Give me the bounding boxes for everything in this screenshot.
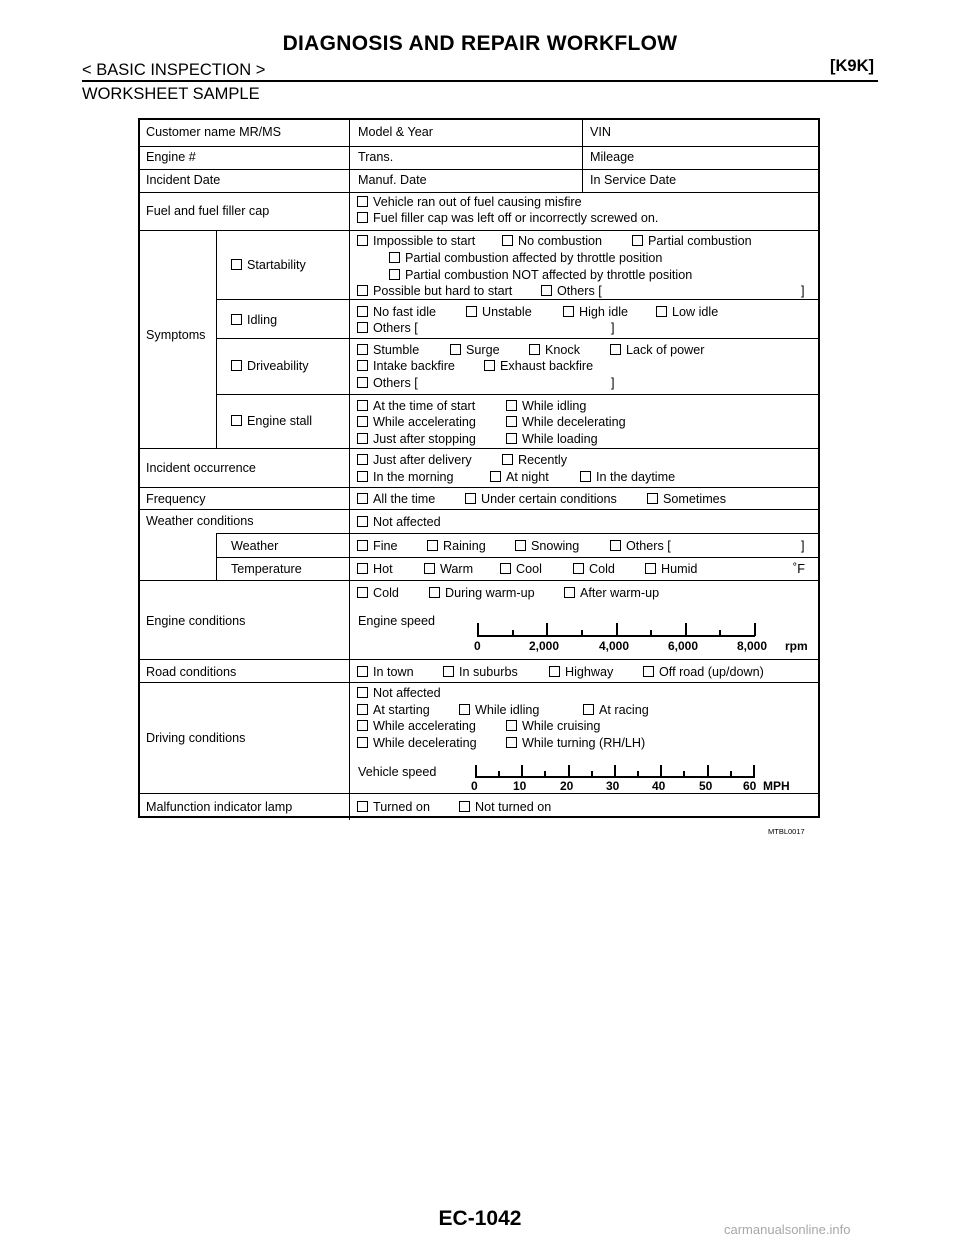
driveability-check[interactable]: Driveability (231, 359, 309, 373)
scale-tick (614, 765, 616, 777)
checkbox[interactable] (389, 252, 400, 263)
row-divider (140, 448, 818, 449)
driving-opt1[interactable]: Not affected (357, 686, 441, 700)
checkbox[interactable] (643, 666, 654, 677)
engine-speed-label: Engine speed (358, 614, 436, 628)
row-divider (140, 192, 818, 193)
scale-label: 0 (471, 779, 478, 793)
idling-opt1[interactable]: No fast idle (357, 305, 436, 319)
stall-opt3[interactable]: While accelerating (357, 415, 476, 429)
incident-opt5[interactable]: In the daytime (580, 470, 675, 484)
driving-opt3[interactable]: While idling (459, 703, 539, 717)
scale-tick (591, 771, 593, 777)
checkbox[interactable] (564, 587, 575, 598)
temperature-label: Temperature (231, 562, 302, 576)
row-divider (140, 659, 818, 660)
checkbox[interactable] (231, 360, 242, 371)
startability-opt6[interactable]: Possible but hard to start (357, 284, 512, 298)
idling-opt2[interactable]: Unstable (466, 305, 532, 319)
bracket-close: ] (801, 539, 805, 553)
checkbox[interactable] (424, 563, 435, 574)
row-divider (216, 557, 818, 558)
idling-others[interactable]: Others [ (357, 321, 418, 335)
driving-opt7[interactable]: While decelerating (357, 736, 477, 750)
checkbox[interactable] (357, 454, 368, 465)
idling-opt4[interactable]: Low idle (656, 305, 718, 319)
checkbox[interactable] (484, 360, 495, 371)
fuel-option-1[interactable]: Vehicle ran out of fuel causing misfire (357, 195, 582, 209)
checkbox[interactable] (450, 344, 461, 355)
scale-tick (546, 623, 548, 636)
mil-label: Malfunction indicator lamp (146, 800, 293, 814)
scale-unit: MPH (763, 779, 790, 793)
engine-stall-check[interactable]: Engine stall (231, 414, 312, 428)
incident-opt4[interactable]: At night (490, 470, 549, 484)
driving-opt8[interactable]: While turning (RH/LH) (506, 736, 645, 750)
idling-check[interactable]: Idling (231, 313, 277, 327)
row-divider (216, 299, 818, 300)
checkbox[interactable] (580, 471, 591, 482)
checkbox[interactable] (443, 666, 454, 677)
symptoms-label: Symptoms (146, 328, 206, 342)
driving-conditions-label: Driving conditions (146, 731, 246, 745)
bracket-close: ] (611, 376, 615, 390)
checkbox[interactable] (459, 704, 470, 715)
startability-opt4[interactable]: Partial combustion affected by throttle position (389, 251, 662, 265)
checkbox[interactable] (357, 235, 368, 246)
checkbox[interactable] (459, 801, 470, 812)
worksheet-form (138, 118, 820, 818)
scale-label: 0 (474, 639, 481, 653)
checkbox[interactable] (389, 269, 400, 280)
stall-opt1[interactable]: At the time of start (357, 399, 475, 413)
temp-opt4[interactable]: Cold (573, 562, 615, 576)
temperature-unit: ˚F (793, 562, 805, 576)
scale-tick (568, 765, 570, 777)
checkbox[interactable] (357, 377, 368, 388)
scale-tick (544, 771, 546, 777)
drive-opt5[interactable]: Intake backfire (357, 359, 455, 373)
startability-opt5[interactable]: Partial combustion NOT affected by throttle position (389, 268, 692, 282)
checkbox[interactable] (357, 306, 368, 317)
drive-opt2[interactable]: Surge (450, 343, 500, 357)
col-divider (216, 230, 217, 448)
col-divider (216, 533, 217, 580)
incident-occurrence-label: Incident occurrence (146, 461, 256, 475)
checkbox[interactable] (502, 235, 513, 246)
incident-opt1[interactable]: Just after delivery (357, 453, 472, 467)
temp-opt3[interactable]: Cool (500, 562, 542, 576)
road-opt1[interactable]: In town (357, 665, 414, 679)
scale-tick (637, 771, 639, 777)
checkbox[interactable] (357, 737, 368, 748)
checkbox[interactable] (357, 587, 368, 598)
scale-tick (685, 623, 687, 636)
figure-code: MTBL0017 (768, 827, 805, 836)
row-divider (216, 338, 818, 339)
weather-conditions-label: Weather conditions (146, 514, 254, 528)
checkbox[interactable] (563, 306, 574, 317)
scale-tick (477, 623, 479, 636)
stall-opt6[interactable]: While loading (506, 432, 598, 446)
drive-opt3[interactable]: Knock (529, 343, 580, 357)
col-divider (349, 448, 350, 533)
scale-tick (616, 623, 618, 636)
mil-opt1[interactable]: Turned on (357, 800, 430, 814)
model-year-label: Model & Year (358, 125, 433, 139)
fuel-cap-label: Fuel and fuel filler cap (146, 204, 270, 218)
checkbox[interactable] (515, 540, 526, 551)
scale-tick (581, 630, 583, 636)
weather-opt3[interactable]: Snowing (515, 539, 579, 553)
checkbox[interactable] (500, 563, 511, 574)
scale-tick (754, 623, 756, 636)
checkbox[interactable] (506, 737, 517, 748)
row-divider (140, 487, 818, 488)
checkbox[interactable] (502, 454, 513, 465)
col-divider (349, 533, 350, 820)
engcond-opt2[interactable]: During warm-up (429, 586, 535, 600)
drive-opt4[interactable]: Lack of power (610, 343, 704, 357)
checkbox[interactable] (506, 400, 517, 411)
incident-opt2[interactable]: Recently (502, 453, 567, 467)
startability-check[interactable]: Startability (231, 258, 306, 272)
checkbox[interactable] (465, 493, 476, 504)
checkbox[interactable] (231, 314, 242, 325)
checkbox[interactable] (429, 587, 440, 598)
checkbox[interactable] (231, 415, 242, 426)
checkbox[interactable] (357, 687, 368, 698)
scale-tick (753, 765, 755, 777)
checkbox[interactable] (583, 704, 594, 715)
engcond-opt3[interactable]: After warm-up (564, 586, 659, 600)
temp-opt5[interactable]: Humid (645, 562, 697, 576)
scale-unit: rpm (785, 639, 808, 653)
temp-opt1[interactable]: Hot (357, 562, 393, 576)
page-number: EC-1042 (438, 1207, 522, 1230)
scale-tick (683, 771, 685, 777)
driving-opt6[interactable]: While cruising (506, 719, 600, 733)
checkbox[interactable] (541, 285, 552, 296)
checkbox[interactable] (357, 285, 368, 296)
checkbox[interactable] (506, 720, 517, 731)
checkbox[interactable] (506, 433, 517, 444)
drive-opt6[interactable]: Exhaust backfire (484, 359, 593, 373)
checkbox[interactable] (357, 360, 368, 371)
incident-opt3[interactable]: In the morning (357, 470, 454, 484)
checkbox[interactable] (357, 416, 368, 427)
row-divider (140, 509, 818, 510)
checkbox[interactable] (573, 563, 584, 574)
col-divider (349, 120, 350, 230)
stall-opt5[interactable]: Just after stopping (357, 432, 476, 446)
checkbox[interactable] (357, 666, 368, 677)
scale-label: 30 (606, 779, 620, 793)
scale-tick (707, 765, 709, 777)
row-divider (140, 146, 818, 147)
col-divider (349, 230, 350, 448)
startability-opt1[interactable]: Impossible to start (357, 234, 475, 248)
scale-tick (475, 765, 477, 777)
scale-tick (660, 765, 662, 777)
checkbox[interactable] (357, 433, 368, 444)
checkbox[interactable] (506, 416, 517, 427)
checkbox[interactable] (645, 563, 656, 574)
checkbox[interactable] (357, 563, 368, 574)
section-breadcrumb: < BASIC INSPECTION > (82, 61, 266, 79)
scale-label: 2,000 (529, 639, 560, 653)
scale-label: 4,000 (599, 639, 630, 653)
watermark: carmanualsonline.info (724, 1222, 851, 1237)
freq-opt3[interactable]: Sometimes (647, 492, 726, 506)
scale-label: 60 (743, 779, 757, 793)
checkbox[interactable] (632, 235, 643, 246)
weather-others[interactable]: Others [ (610, 539, 671, 553)
driving-opt2[interactable]: At starting (357, 703, 430, 717)
checkbox[interactable] (357, 516, 368, 527)
stall-opt4[interactable]: While decelerating (506, 415, 626, 429)
driving-opt5[interactable]: While accelerating (357, 719, 476, 733)
frequency-label: Frequency (146, 492, 206, 506)
customer-name-label: Customer name MR/MS (146, 125, 282, 139)
row-divider (140, 580, 818, 581)
mil-opt2[interactable]: Not turned on (459, 800, 551, 814)
checkbox[interactable] (357, 471, 368, 482)
row-divider (140, 793, 818, 794)
col-divider (582, 120, 583, 192)
road-opt4[interactable]: Off road (up/down) (643, 665, 764, 679)
bracket-close: ] (611, 321, 615, 335)
startability-opt2[interactable]: No combustion (502, 234, 602, 248)
checkbox[interactable] (357, 196, 368, 207)
freq-opt2[interactable]: Under certain conditions (465, 492, 617, 506)
scale-tick (521, 765, 523, 777)
checkbox[interactable] (427, 540, 438, 551)
page-title: DIAGNOSIS AND REPAIR WORKFLOW (282, 32, 678, 55)
checkbox[interactable] (357, 493, 368, 504)
worksheet-title: WORKSHEET SAMPLE (82, 85, 260, 103)
scale-label: 6,000 (668, 639, 699, 653)
vehicle-speed-label: Vehicle speed (358, 765, 437, 779)
bracket-close: ] (801, 284, 805, 298)
checkbox[interactable] (610, 344, 621, 355)
driving-opt4[interactable]: At racing (583, 703, 649, 717)
in-service-date-label: In Service Date (590, 173, 677, 187)
scale-tick (719, 630, 721, 636)
row-divider (140, 230, 818, 231)
checkbox[interactable] (490, 471, 501, 482)
scale-label: 20 (560, 779, 574, 793)
checkbox[interactable] (357, 704, 368, 715)
stall-opt2[interactable]: While idling (506, 399, 586, 413)
checkbox[interactable] (610, 540, 621, 551)
scale-tick (730, 771, 732, 777)
scale-label: 8,000 (737, 639, 768, 653)
checkbox[interactable] (466, 306, 477, 317)
scale-label: 10 (513, 779, 527, 793)
scale-tick (650, 630, 652, 636)
row-divider (216, 394, 818, 395)
weather-not-affected[interactable]: Not affected (357, 515, 441, 529)
scale-tick (498, 771, 500, 777)
row-divider (140, 169, 818, 170)
header-rule (82, 80, 878, 82)
checkbox[interactable] (357, 400, 368, 411)
checkbox[interactable] (357, 801, 368, 812)
fuel-option-2[interactable]: Fuel filler cap was left off or incorrectly screwed on. (357, 211, 658, 225)
trans-label: Trans. (358, 150, 394, 164)
checkbox[interactable] (357, 344, 368, 355)
checkbox[interactable] (357, 212, 368, 223)
engine-code: [K9K] (830, 57, 874, 75)
scale-label: 50 (699, 779, 713, 793)
checkbox[interactable] (549, 666, 560, 677)
row-divider (140, 682, 818, 683)
engine-conditions-label: Engine conditions (146, 614, 246, 628)
engcond-opt1[interactable]: Cold (357, 586, 399, 600)
weather-opt1[interactable]: Fine (357, 539, 398, 553)
scale-label: 40 (652, 779, 666, 793)
engine-number-label: Engine # (146, 150, 196, 164)
temp-opt2[interactable]: Warm (424, 562, 473, 576)
startability-opt3[interactable]: Partial combustion (632, 234, 752, 248)
checkbox[interactable] (656, 306, 667, 317)
road-opt2[interactable]: In suburbs (443, 665, 518, 679)
incident-date-label: Incident Date (146, 173, 221, 187)
checkbox[interactable] (357, 540, 368, 551)
checkbox[interactable] (357, 720, 368, 731)
startability-others[interactable]: Others [ (541, 284, 602, 298)
scale-tick (512, 630, 514, 636)
manuf-date-label: Manuf. Date (358, 173, 427, 187)
drive-others[interactable]: Others [ (357, 376, 418, 390)
checkbox[interactable] (231, 259, 242, 270)
road-opt3[interactable]: Highway (549, 665, 613, 679)
checkbox[interactable] (529, 344, 540, 355)
mileage-label: Mileage (590, 150, 635, 164)
drive-opt1[interactable]: Stumble (357, 343, 419, 357)
freq-opt1[interactable]: All the time (357, 492, 435, 506)
road-conditions-label: Road conditions (146, 665, 237, 679)
checkbox[interactable] (647, 493, 658, 504)
weather-opt2[interactable]: Raining (427, 539, 486, 553)
vin-label: VIN (590, 125, 611, 139)
checkbox[interactable] (357, 322, 368, 333)
idling-opt3[interactable]: High idle (563, 305, 628, 319)
row-divider (216, 533, 818, 534)
weather-label: Weather (231, 539, 279, 553)
